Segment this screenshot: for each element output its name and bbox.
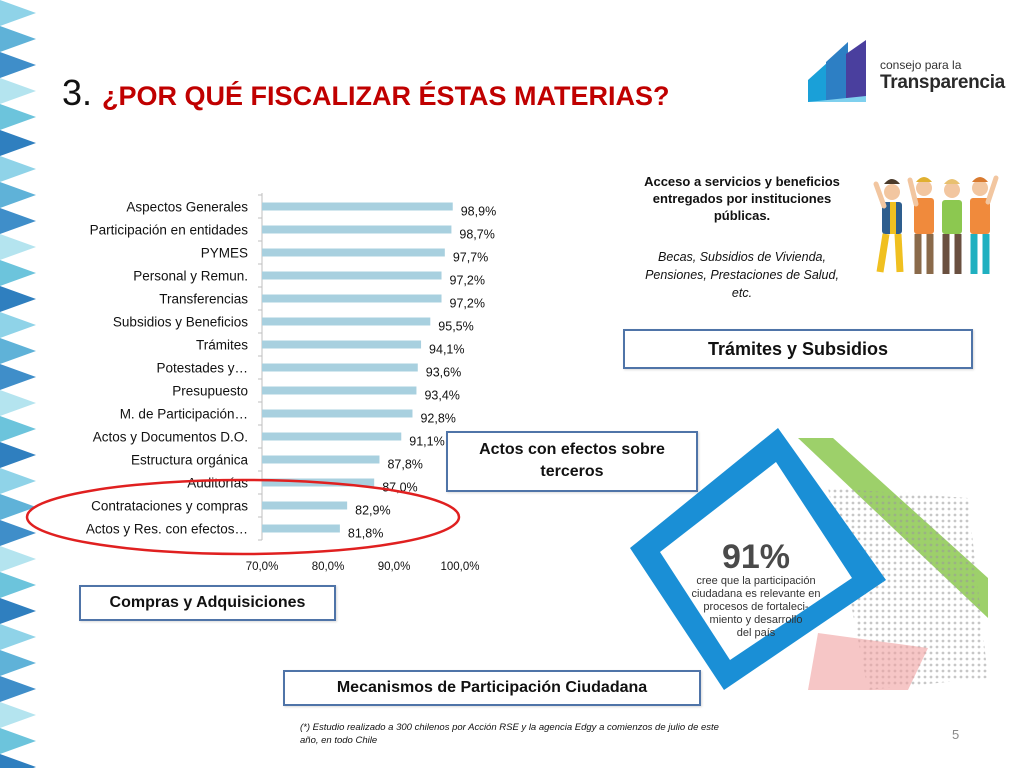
callout-compras: Compras y Adquisiciones xyxy=(79,585,336,621)
logo-line-2: Transparencia xyxy=(880,72,1005,93)
strip-triangle xyxy=(0,26,36,52)
category-label: PYMES xyxy=(200,245,248,261)
person-figure-4 xyxy=(970,177,996,274)
strip-triangle xyxy=(0,598,36,624)
infographic-caption-1: cree que la participación xyxy=(696,575,816,587)
bar xyxy=(262,433,401,441)
bar xyxy=(262,410,412,418)
strip-triangle xyxy=(0,156,36,182)
value-label: 97,2% xyxy=(449,273,485,288)
strip-triangle xyxy=(0,546,36,572)
info-heading: Acceso a servicios y beneficios entregados por instituciones públicas. xyxy=(644,174,840,223)
value-label: 91,1% xyxy=(409,434,445,449)
category-label: Trámites xyxy=(195,337,248,353)
callout-mecanismos: Mecanismos de Participación Ciudadana xyxy=(283,670,701,706)
strip-triangle xyxy=(0,104,36,130)
person-figure-2 xyxy=(910,177,934,274)
strip-triangle xyxy=(0,650,36,676)
logo-line-1: consejo para la xyxy=(880,58,962,72)
category-label: Participación en entidades xyxy=(89,222,248,238)
highlight-ellipse-shape xyxy=(27,480,459,554)
strip-triangle xyxy=(0,130,36,156)
category-label: Aspectos Generales xyxy=(126,199,248,215)
bar xyxy=(262,272,442,280)
callout-tramites: Trámites y Subsidios xyxy=(623,329,973,369)
category-label: Contrataciones y compras xyxy=(91,498,248,514)
strip-triangle xyxy=(0,702,36,728)
value-label: 98,7% xyxy=(459,227,495,242)
bar xyxy=(262,341,421,349)
strip-triangle xyxy=(0,624,36,650)
people-group-icon xyxy=(870,170,1000,282)
category-label: Transferencias xyxy=(159,291,248,307)
value-label: 82,9% xyxy=(355,503,391,518)
bar xyxy=(262,456,379,464)
value-label: 97,2% xyxy=(449,296,485,311)
bar xyxy=(262,295,442,303)
strip-triangle xyxy=(0,312,36,338)
infographic-stat: 91% xyxy=(721,538,791,576)
strip-triangle xyxy=(0,468,36,494)
x-tick-labels xyxy=(246,561,480,573)
category-label: Auditorías xyxy=(187,475,248,491)
strip-triangle xyxy=(0,442,36,468)
person-figure-3 xyxy=(942,179,962,274)
value-label: 98,9% xyxy=(460,204,497,219)
callout-actos: Actos con efectos sobre terceros xyxy=(446,431,698,492)
value-label: 81,8% xyxy=(347,526,384,541)
logo-mark-icon xyxy=(806,40,876,106)
decorative-triangle-strip xyxy=(0,0,36,768)
strip-triangle xyxy=(0,234,36,260)
infographic-caption-4: miento y desarrollo xyxy=(709,614,803,626)
strip-triangle xyxy=(0,78,36,104)
value-label: 95,5% xyxy=(438,319,474,334)
highlight-ellipse xyxy=(27,480,459,554)
strip-triangle xyxy=(0,728,36,754)
x-tick-label: 90,0% xyxy=(377,561,411,573)
infographic-caption-2: ciudadana es relevante en xyxy=(691,588,821,600)
category-label: Subsidios y Beneficios xyxy=(112,314,248,330)
category-label: Potestades y… xyxy=(156,360,248,376)
page-number: 5 xyxy=(952,727,960,742)
value-label: 87,0% xyxy=(382,480,418,495)
strip-triangle xyxy=(0,338,36,364)
person-figure-1 xyxy=(876,179,902,272)
value-label: 94,1% xyxy=(429,342,465,357)
category-labels xyxy=(86,200,249,537)
infographic-caption-5: del país xyxy=(736,627,776,639)
category-label: Presupuesto xyxy=(172,383,248,399)
strip-triangle xyxy=(0,364,36,390)
value-label: 92,8% xyxy=(420,411,456,426)
category-label: M. de Participación… xyxy=(119,406,248,422)
title-text: ¿POR QUÉ FISCALIZAR ÉSTAS MATERIAS? xyxy=(102,81,670,111)
value-label: 87,8% xyxy=(387,457,423,472)
strip-triangle xyxy=(0,494,36,520)
bar xyxy=(262,502,347,510)
strip-triangle xyxy=(0,260,36,286)
strip-triangle xyxy=(0,208,36,234)
slide-title xyxy=(62,72,670,114)
bar xyxy=(262,364,418,372)
strip-triangle xyxy=(0,754,36,768)
category-label: Estructura orgánica xyxy=(130,452,248,468)
bar xyxy=(262,249,445,257)
bar xyxy=(262,387,416,395)
infographic-caption-3: procesos de fortaleci- xyxy=(703,601,809,613)
strip-triangle xyxy=(0,286,36,312)
strip-triangle xyxy=(0,182,36,208)
chart-axes xyxy=(258,193,262,540)
category-label: Actos y Res. con efectos… xyxy=(85,521,248,537)
strip-triangle xyxy=(0,676,36,702)
title-number: 3. xyxy=(62,72,93,113)
bar xyxy=(262,525,340,533)
value-label: 93,4% xyxy=(424,388,460,403)
consejo-transparencia-logo xyxy=(806,40,1005,106)
horizontal-bar-chart xyxy=(40,188,497,573)
strip-triangle xyxy=(0,572,36,598)
bar xyxy=(262,318,430,326)
strip-triangle xyxy=(0,416,36,442)
x-tick-label: 80,0% xyxy=(311,561,345,573)
bar xyxy=(262,226,451,234)
category-label: Actos y Documentos D.O. xyxy=(92,429,248,445)
strip-triangle xyxy=(0,390,36,416)
category-label: Personal y Remun. xyxy=(133,268,248,284)
info-detail: Becas, Subsidios de Vivienda, Pensiones, Prestaciones de Salud, etc. xyxy=(645,250,839,300)
x-tick-label: 100,0% xyxy=(440,561,480,573)
bar xyxy=(262,203,453,211)
value-label: 93,6% xyxy=(425,365,462,380)
value-label: 97,7% xyxy=(452,250,489,265)
x-tick-label: 70,0% xyxy=(245,561,279,573)
strip-triangle xyxy=(0,0,36,26)
footnote: (*) Estudio realizado a 300 chilenos por Acción RSE y la agencia Edgy a comienzos de julio de este año, en todo Chile xyxy=(300,722,719,746)
strip-triangle xyxy=(0,52,36,78)
